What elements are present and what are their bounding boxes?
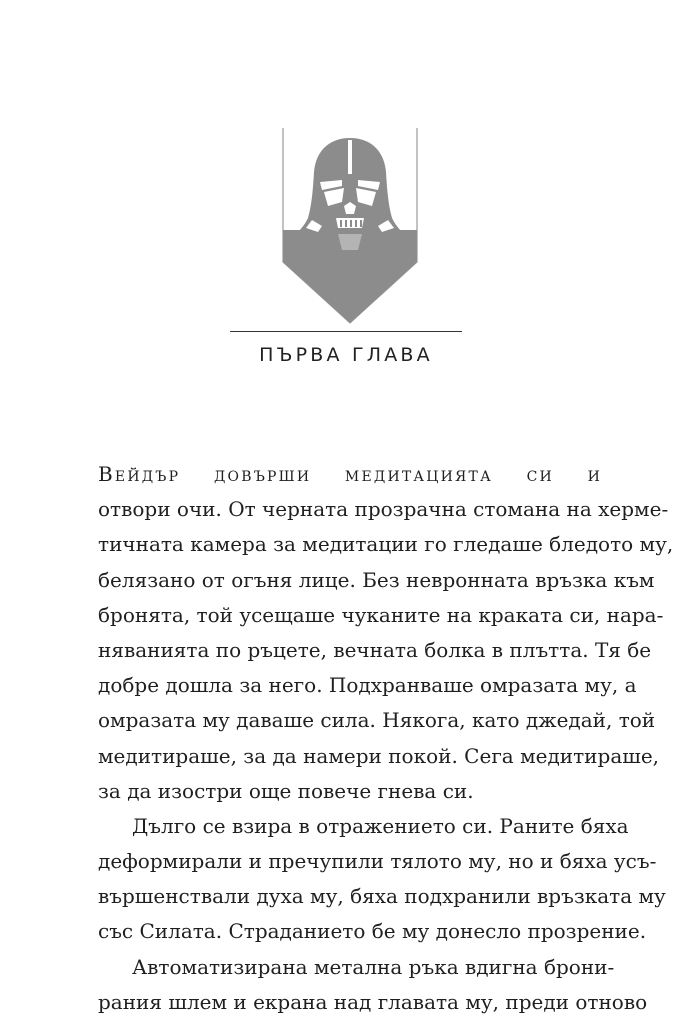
text-line: Вейдър довърши медитацията си и: [98, 462, 602, 486]
text-line: медитираше, за да намери покой. Сега медитираше,: [98, 743, 660, 768]
text-line: белязано от огъня лице. Без невронната връзка към: [98, 567, 655, 592]
text-line: деформирали и пречупили тялото му, но и бяха усъ-: [98, 849, 657, 874]
text-line: Автоматизирана метална ръка вдигна брони-: [132, 954, 615, 979]
text-line: добре дошла за него. Подхранваше омразата му, а: [98, 673, 637, 698]
chapter-emblem: [282, 128, 418, 324]
text-line: Дълго се взира в отражението си. Раните бяха: [132, 813, 629, 838]
text-line: няванията по ръцете, вечната болка в плътта. Тя бе: [98, 637, 652, 662]
chapter-title: ПЪРВА ГЛАВА: [259, 344, 433, 366]
text-line: отвори очи. От черната прозрачна стомана на херме-: [98, 497, 669, 522]
chapter-body-text: [98, 457, 674, 1020]
text-line: омразата му даваше сила. Някога, като джедай, той: [98, 708, 656, 733]
text-line: рания шлем и екрана над главата му, преди отново: [98, 989, 648, 1014]
text-line: вършенствали духа му, бяха подхранили връзката му: [98, 884, 666, 909]
text-line: със Силата. Страданието бе му донесло прозрение.: [98, 919, 647, 944]
text-line: тичната камера за медитации го гледаше бледото му,: [98, 532, 674, 557]
text-line: за да изостри още повече гнева си.: [98, 778, 474, 803]
text-line: бронята, той усещаше чуканите на краката си, нара-: [98, 602, 664, 627]
chapter-heading-rule: [230, 331, 462, 332]
